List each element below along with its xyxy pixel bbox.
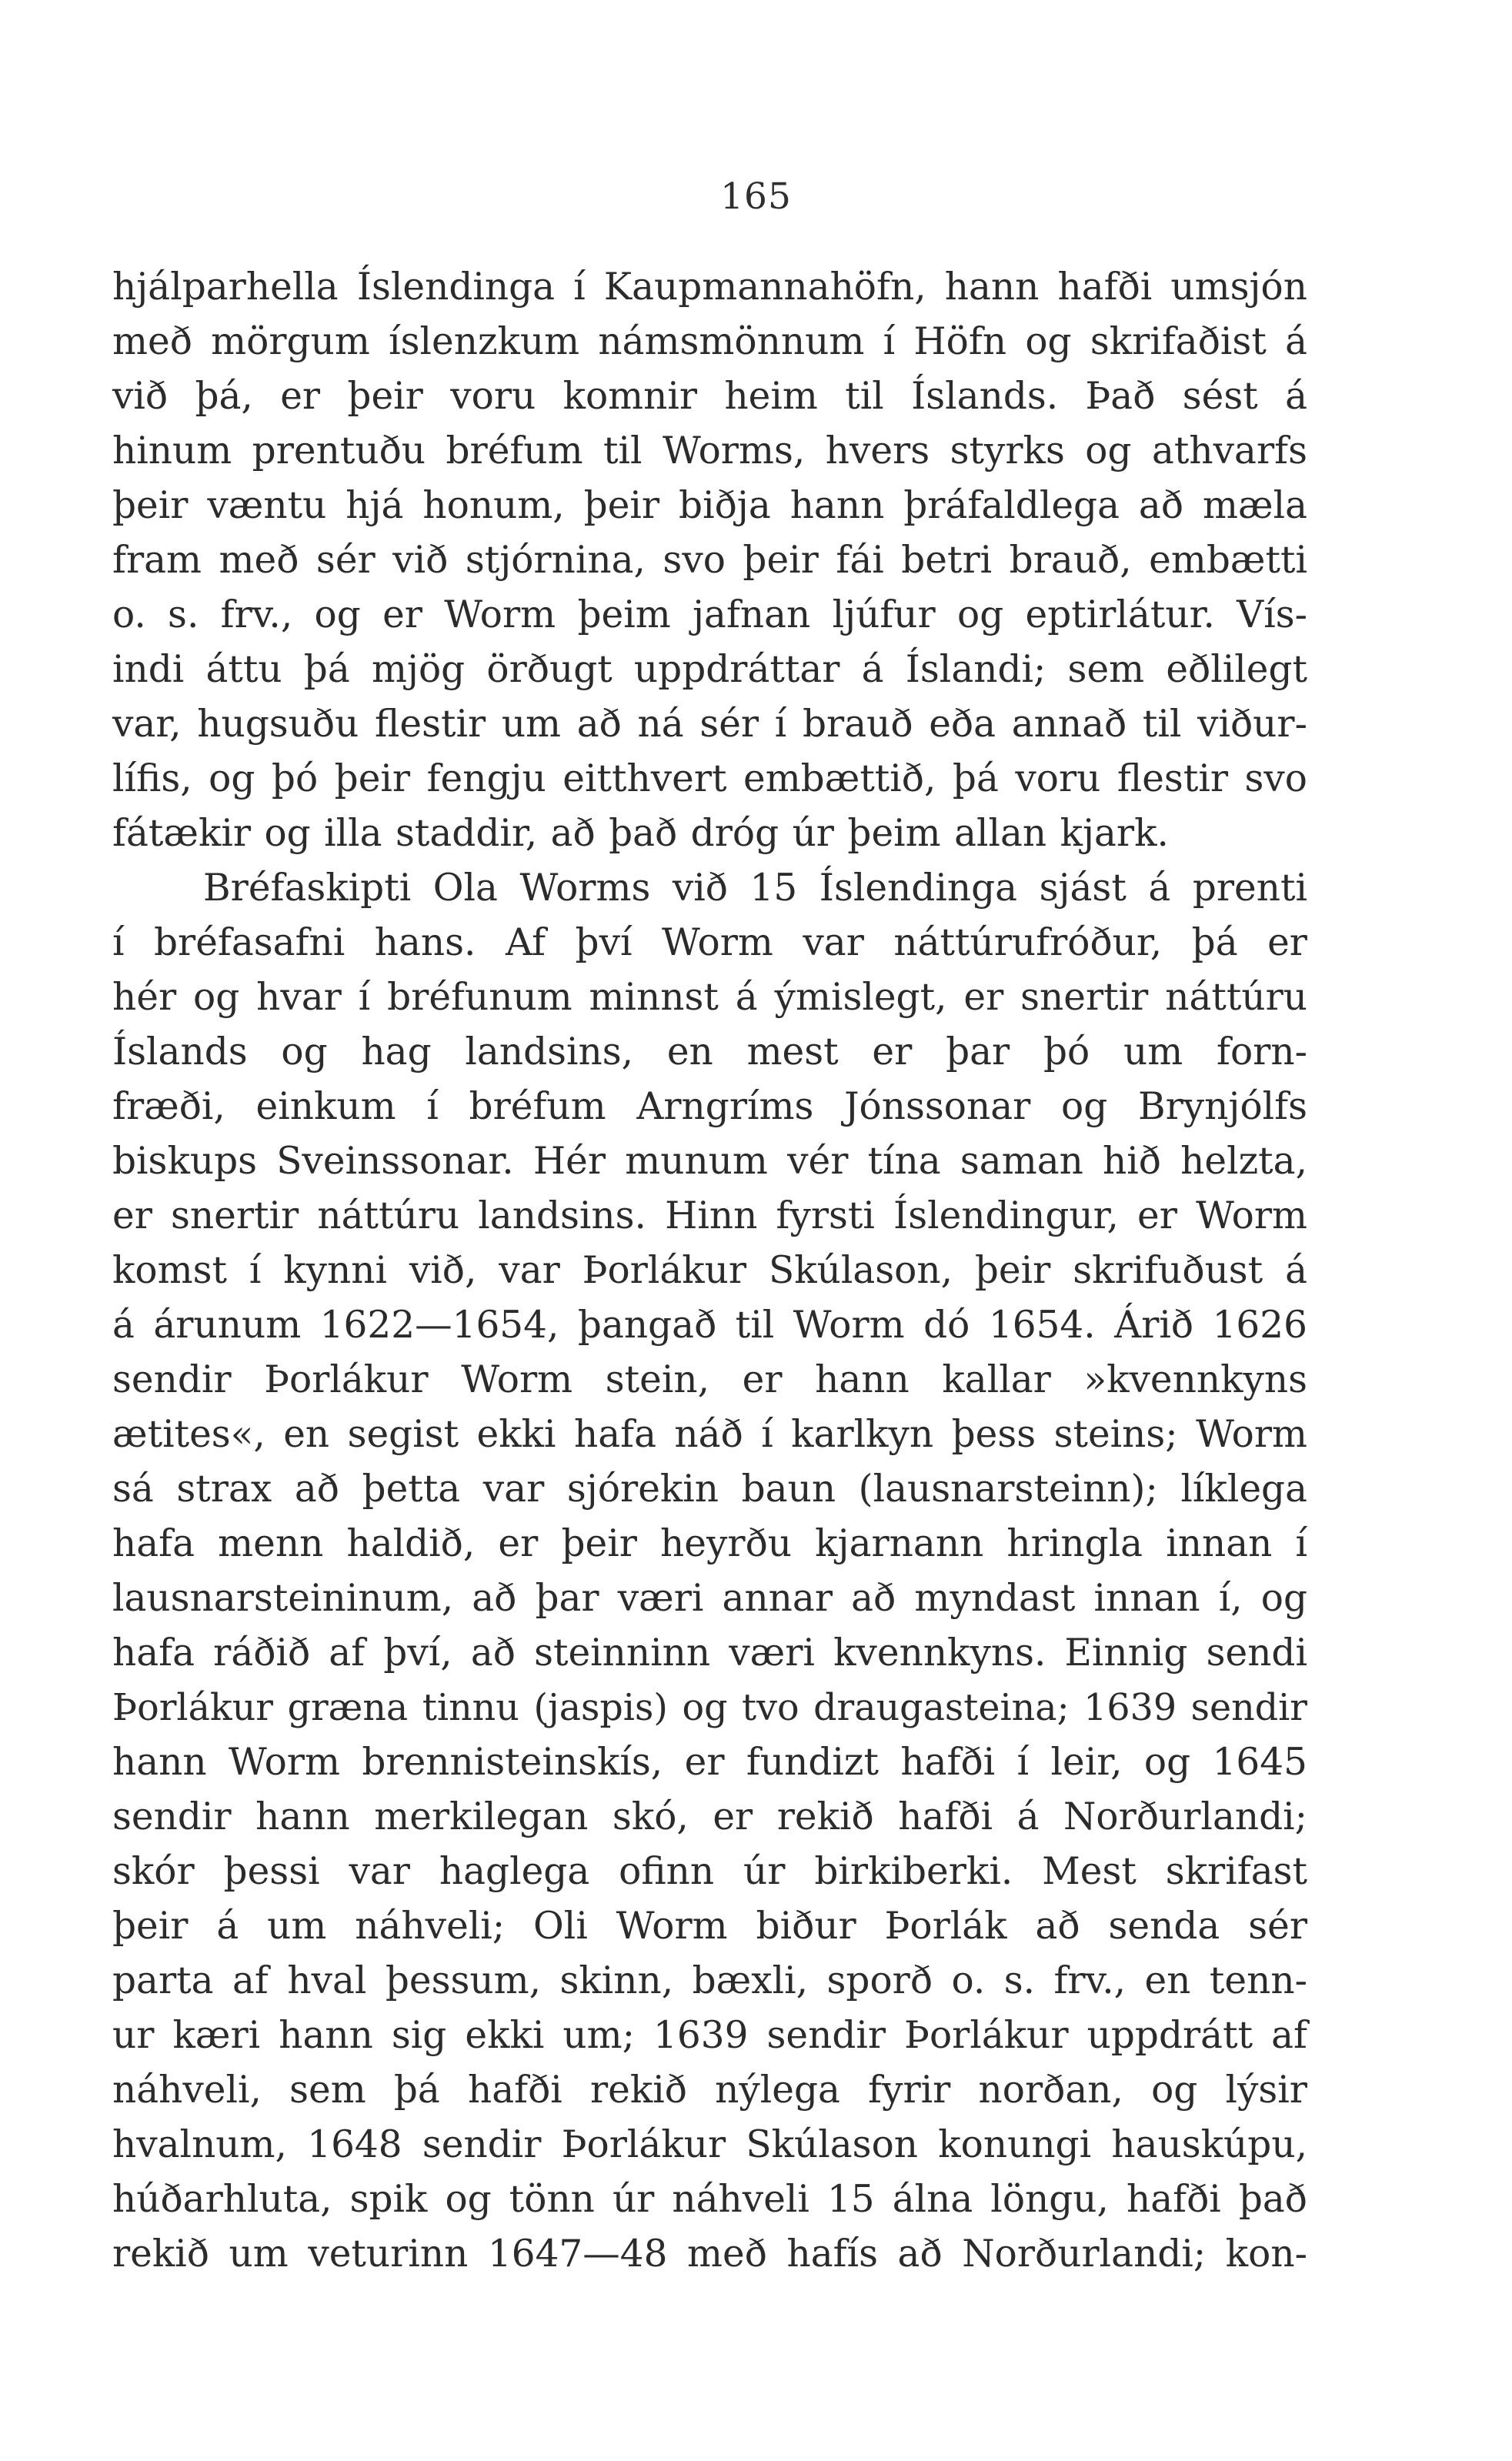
text-line: hjálparhella Íslendinga í Kaupmannahöfn, hann hafði umsjón	[112, 265, 1307, 309]
text-line: í bréfasafni hans. Af því Worm var náttúrufróður, þá er	[112, 921, 1307, 964]
text-line: skór þessi var haglega ofinn úr birkiberki. Mest skrifast	[112, 1850, 1307, 1893]
text-line: hinum prentuðu bréfum til Worms, hvers styrks og athvarfs	[112, 429, 1307, 472]
text-line: hvalnum, 1648 sendir Þorlákur Skúlason konungi hauskúpu,	[112, 2123, 1307, 2166]
text-line: náhveli, sem þá hafði rekið nýlega fyrir norðan, og lýsir	[112, 2069, 1307, 2112]
text-line: fræði, einkum í bréfum Arngríms Jónssonar og Brynjólfs	[112, 1085, 1307, 1128]
text-line: indi áttu þá mjög örðugt uppdráttar á Íslandi; sem eðlilegt	[112, 648, 1307, 691]
text-line: o. s. frv., og er Worm þeim jafnan ljúfur og eptirlátur. Vís-	[112, 593, 1307, 636]
text-line: biskups Sveinssonar. Hér munum vér tína saman hið helzta,	[112, 1140, 1307, 1183]
text-line: á árunum 1622—1654, þangað til Worm dó 1654. Árið 1626	[112, 1304, 1307, 1347]
text-line: er snertir náttúru landsins. Hinn fyrsti Íslendingur, er Worm	[112, 1194, 1307, 1237]
text-line: hafa menn haldið, er þeir heyrðu kjarnann hringla innan í	[112, 1522, 1307, 1565]
text-line: ur kæri hann sig ekki um; 1639 sendir Þorlákur uppdrátt af	[112, 2014, 1307, 2057]
text-line: þeir væntu hjá honum, þeir biðja hann þráfaldlega að mæla	[112, 484, 1307, 527]
text-line: þeir á um náhveli; Oli Worm biður Þorlák að senda sér	[112, 1905, 1307, 1948]
text-line: komst í kynni við, var Þorlákur Skúlason, þeir skrifuðust á	[112, 1249, 1307, 1292]
text-line: Þorlákur græna tinnu (jaspis) og tvo draugasteina; 1639 sendir	[112, 1687, 1307, 1729]
text-line: sendir hann merkilegan skó, er rekið hafði á Norðurlandi;	[112, 1795, 1307, 1838]
text-line: við þá, er þeir voru komnir heim til Íslands. Það sést á	[112, 375, 1307, 418]
text-line: rekið um veturinn 1647—48 með hafís að Norðurlandi; kon-	[112, 2232, 1307, 2276]
text-line: hafa ráðið af því, að steinninn væri kvennkyns. Einnig sendi	[112, 1631, 1307, 1675]
text-line: hér og hvar í bréfunum minnst á ýmislegt, er snertir náttúru	[112, 976, 1307, 1019]
text-line: sá strax að þetta var sjórekin baun (lausnarsteinn); líklega	[112, 1468, 1307, 1511]
text-line: með mörgum íslenzkum námsmönnum í Höfn og skrifaðist á	[112, 320, 1307, 363]
text-line: Íslands og hag landsins, en mest er þar þó um forn-	[112, 1030, 1307, 1074]
body-text	[112, 260, 1307, 2282]
text-line: lausnarsteininum, að þar væri annar að myndast innan í, og	[112, 1577, 1307, 1620]
text-line: var, hugsuðu flestir um að ná sér í brauð eða annað til viður-	[112, 703, 1307, 746]
text-line: húðarhluta, spik og tönn úr náhveli 15 álna löngu, hafði það	[112, 2178, 1307, 2221]
text-line: Bréfaskipti Ola Worms við 15 Íslendinga sjást á prenti	[203, 867, 1307, 910]
page-number: 165	[720, 175, 792, 218]
text-line: parta af hval þessum, skinn, bæxli, sporð o. s. frv., en tenn-	[112, 1959, 1307, 2002]
text-line: hann Worm brennisteinskís, er fundizt hafði í leir, og 1645	[112, 1741, 1307, 1784]
text-line: fátækir og illa staddir, að það dróg úr þeim allan kjark.	[112, 812, 1169, 855]
text-line: ætites«, en segist ekki hafa náð í karlkyn þess steins; Worm	[112, 1413, 1307, 1456]
text-line: fram með sér við stjórnina, svo þeir fái betri brauð, embætti	[112, 539, 1307, 582]
text-line: sendir Þorlákur Worm stein, er hann kallar »kvennkyns	[112, 1358, 1307, 1401]
text-line: lífis, og þó þeir fengju eitthvert embættið, þá voru flestir svo	[112, 757, 1307, 800]
